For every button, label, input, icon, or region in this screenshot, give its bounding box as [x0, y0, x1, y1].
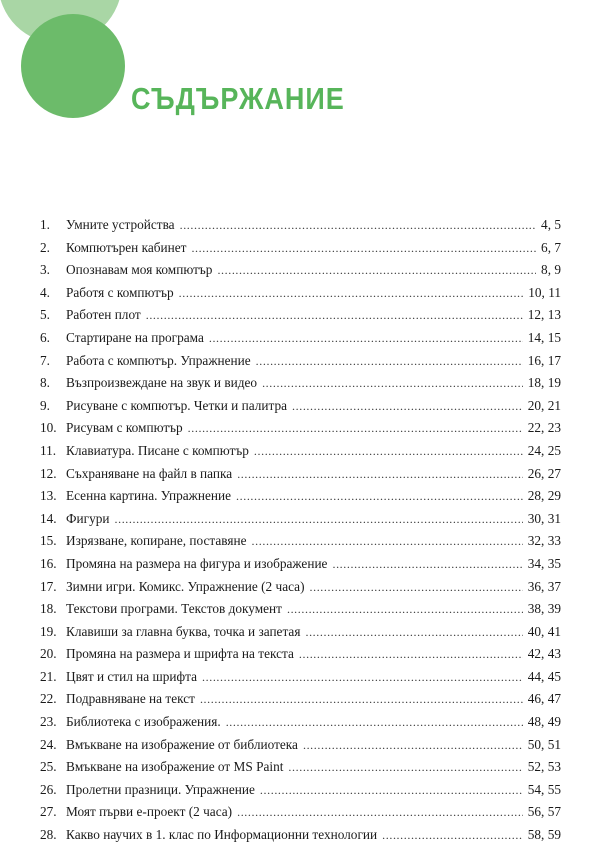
toc-pages: 58, 59 [527, 827, 561, 843]
toc-pages: 48, 49 [527, 714, 561, 730]
toc-row [40, 282, 561, 305]
green-circle [21, 14, 125, 118]
toc-leader-dots [288, 756, 522, 779]
toc-pages: 28, 29 [527, 488, 561, 504]
toc-number: 14. [40, 510, 57, 526]
toc-leader-dots [305, 621, 522, 644]
toc-pages: 52, 53 [527, 759, 561, 775]
toc-title: Изрязване, копиране, поставяне [66, 533, 247, 549]
toc-pages: 14, 15 [527, 329, 561, 345]
toc-row [40, 801, 561, 824]
toc-pages: 42, 43 [527, 646, 561, 662]
toc-title: Клавиши за главна буква, точка и запетая [66, 623, 301, 639]
toc-leader-dots [180, 214, 536, 237]
toc-row [40, 779, 561, 802]
toc-row [40, 259, 561, 282]
toc-pages: 32, 33 [527, 533, 561, 549]
toc-pages: 34, 35 [527, 555, 561, 571]
toc-title: Какво научих в 1. клас по Информационни технологии [66, 827, 378, 843]
toc-title: Библиотека с изображения. [66, 714, 221, 730]
toc-title: Работен плот [66, 307, 141, 323]
toc-leader-dots [292, 395, 523, 418]
toc-row [40, 576, 561, 599]
table-of-contents [40, 214, 561, 847]
toc-title: Възпроизвеждане на звук и видео [66, 375, 258, 391]
toc-row [40, 666, 561, 689]
toc-row [40, 598, 561, 621]
toc-pages: 54, 55 [527, 781, 561, 797]
toc-row [40, 688, 561, 711]
toc-row [40, 237, 561, 260]
toc-title: Подравняване на текст [66, 691, 195, 707]
toc-pages: 10, 11 [528, 284, 561, 300]
toc-pages: 26, 27 [527, 465, 561, 481]
toc-leader-dots [188, 417, 523, 440]
toc-title: Есенна картина. Упражнение [66, 488, 232, 504]
toc-row [40, 214, 561, 237]
toc-leader-dots [303, 734, 523, 757]
toc-leader-dots [260, 779, 523, 802]
toc-number: 10. [40, 420, 57, 436]
toc-title: Пролетни празници. Упражнение [66, 781, 255, 797]
toc-number: 21. [40, 668, 57, 684]
toc-number: 9. [40, 397, 50, 413]
toc-pages: 18, 19 [527, 375, 561, 391]
toc-pages: 30, 31 [527, 510, 561, 526]
toc-leader-dots [262, 372, 523, 395]
toc-leader-dots [209, 327, 523, 350]
toc-number: 27. [40, 804, 57, 820]
toc-leader-dots [254, 440, 523, 463]
toc-pages: 50, 51 [527, 736, 561, 752]
toc-leader-dots [179, 282, 524, 305]
toc-number: 4. [40, 284, 50, 300]
toc-number: 23. [40, 714, 57, 730]
toc-number: 1. [40, 217, 50, 232]
toc-leader-dots [115, 508, 523, 531]
toc-number: 19. [40, 623, 57, 639]
toc-title: Рисуване с компютър. Четки и палитра [66, 397, 288, 413]
toc-title: Фигури [66, 510, 110, 526]
toc-number: 3. [40, 262, 50, 278]
toc-row [40, 395, 561, 418]
toc-number: 22. [40, 691, 57, 707]
toc-row [40, 372, 561, 395]
toc-number: 13. [40, 488, 57, 504]
toc-pages: 12, 13 [527, 307, 561, 323]
toc-pages: 16, 17 [527, 352, 561, 368]
toc-row [40, 508, 561, 531]
toc-leader-dots [252, 530, 523, 553]
toc-pages: 44, 45 [527, 668, 561, 684]
toc-number: 17. [40, 578, 57, 594]
toc-number: 5. [40, 307, 50, 323]
toc-row [40, 440, 561, 463]
toc-number: 26. [40, 781, 57, 797]
toc-leader-dots [382, 824, 523, 847]
toc-number: 15. [40, 533, 57, 549]
toc-pages: 20, 21 [527, 397, 561, 413]
toc-leader-dots [191, 237, 536, 260]
toc-pages: 56, 57 [527, 804, 561, 820]
toc-row [40, 734, 561, 757]
toc-leader-dots [200, 688, 523, 711]
toc-row [40, 327, 561, 350]
toc-leader-dots [226, 711, 523, 734]
toc-leader-dots [202, 666, 523, 689]
toc-leader-dots [299, 643, 523, 666]
toc-title: Работя с компютър [66, 284, 174, 300]
toc-title: Работа с компютър. Упражнение [66, 352, 251, 368]
toc-pages: 22, 23 [527, 420, 561, 436]
toc-pages: 4, 5 [541, 217, 561, 232]
toc-number: 12. [40, 465, 57, 481]
toc-row [40, 621, 561, 644]
toc-number: 20. [40, 646, 57, 662]
toc-pages: 6, 7 [541, 239, 561, 255]
toc-title: Рисувам с компютър [66, 420, 183, 436]
toc-leader-dots [310, 576, 523, 599]
toc-title: Текстови програми. Текстов документ [66, 601, 282, 617]
toc-row [40, 485, 561, 508]
toc-number: 16. [40, 555, 57, 571]
toc-leader-dots [146, 304, 523, 327]
toc-row [40, 756, 561, 779]
toc-pages: 36, 37 [527, 578, 561, 594]
toc-number: 11. [40, 442, 57, 458]
toc-row [40, 463, 561, 486]
toc-number: 18. [40, 601, 57, 617]
toc-title: Компютърен кабинет [66, 239, 187, 255]
toc-title: Съхраняване на файл в папка [66, 465, 233, 481]
toc-number: 8. [40, 375, 50, 391]
toc-title: Опознавам моя компютър [66, 262, 213, 278]
toc-number: 2. [40, 239, 50, 255]
toc-row [40, 417, 561, 440]
toc-title: Промяна на размера и шрифта на текста [66, 646, 294, 662]
toc-pages: 46, 47 [527, 691, 561, 707]
toc-row [40, 824, 561, 847]
toc-title: Вмъкване на изображение от библиотека [66, 736, 298, 752]
toc-title: Вмъкване на изображение от MS Paint [66, 759, 284, 775]
toc-number: 24. [40, 736, 57, 752]
toc-leader-dots [256, 350, 523, 373]
toc-row [40, 304, 561, 327]
toc-leader-dots [287, 598, 523, 621]
toc-leader-dots [236, 485, 523, 508]
toc-row [40, 643, 561, 666]
toc-title: Стартиране на програма [66, 329, 204, 345]
toc-pages: 24, 25 [527, 442, 561, 458]
toc-title: Зимни игри. Комикс. Упражнение (2 часа) [66, 578, 305, 594]
toc-title: Умните устройства [66, 217, 175, 232]
page-title: СЪДЪРЖАНИЕ [131, 82, 345, 116]
toc-title: Промяна на размера на фигура и изображение [66, 555, 328, 571]
toc-number: 28. [40, 827, 57, 843]
toc-title: Моят първи е-проект (2 часа) [66, 804, 233, 820]
toc-pages: 38, 39 [527, 601, 561, 617]
toc-leader-dots [237, 463, 523, 486]
toc-row [40, 553, 561, 576]
toc-title: Клавиатура. Писане с компютър [66, 442, 249, 458]
toc-leader-dots [217, 259, 536, 282]
toc-title: Цвят и стил на шрифта [66, 668, 198, 684]
toc-row [40, 711, 561, 734]
toc-number: 7. [40, 352, 50, 368]
toc-pages: 8, 9 [541, 262, 561, 278]
toc-leader-dots [237, 801, 523, 824]
toc-number: 6. [40, 329, 50, 345]
toc-leader-dots [332, 553, 522, 576]
toc-row [40, 350, 561, 373]
toc-number: 25. [40, 759, 57, 775]
toc-pages: 40, 41 [527, 623, 561, 639]
toc-row [40, 530, 561, 553]
